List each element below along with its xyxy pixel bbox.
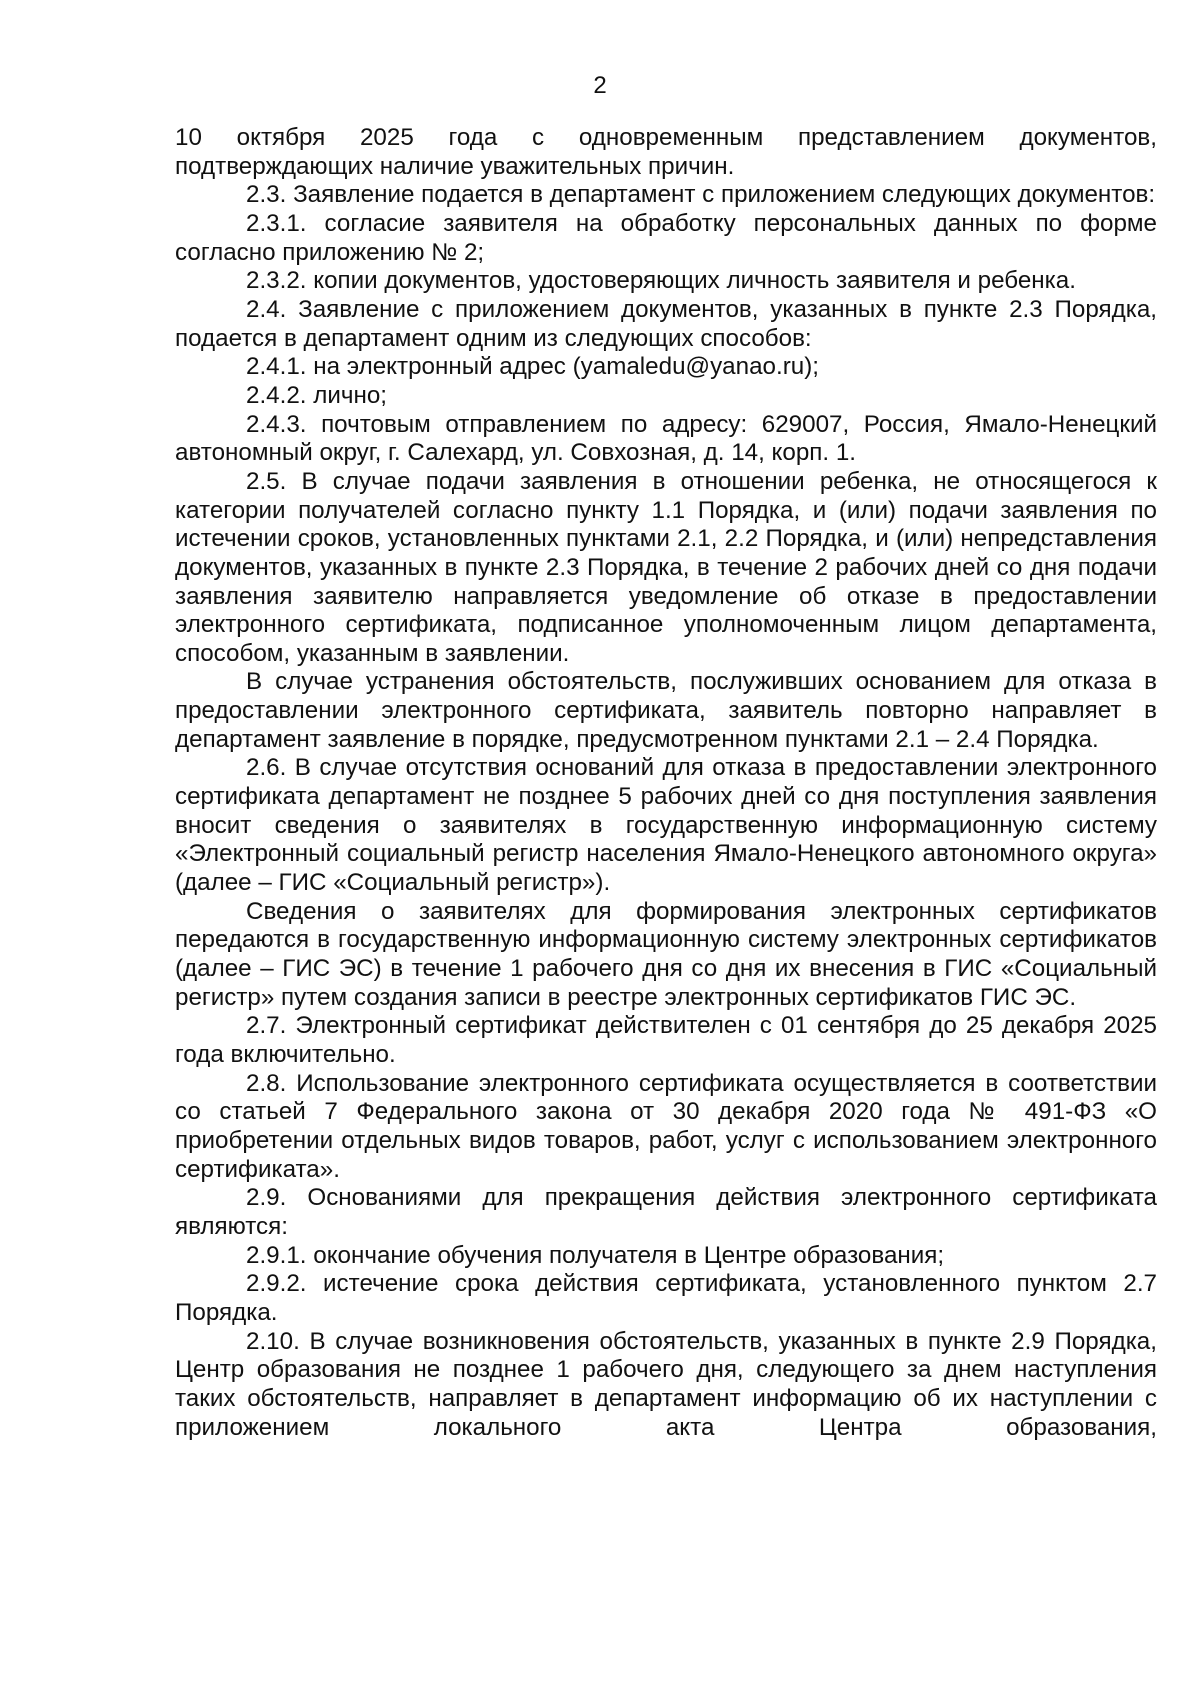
paragraph: 2.10. В случае возникновения обстоятельств, указанных в пункте 2.9 Порядка, Центр образования не позднее 1 рабочего дня, следующего за днем наступления таких обстоятельств, направляет в департамент информацию об их наступлении с приложением локального акта Центра образования, [175,1327,1157,1441]
page-number: 2 [593,72,607,99]
paragraph: 2.9.2. истечение срока действия сертификата, установленного пунктом 2.7 Порядка. [175,1270,1157,1326]
paragraph: 2.8. Использование электронного сертификата осуществляется в соответствии со статьей 7 Федерального закона от 30 декабря 2020 года № 491-ФЗ «О приобретении отдельных видов товаров, работ, услуг с использованием электронного сертификата». [175,1069,1157,1183]
paragraph: 2.5. В случае подачи заявления в отношении ребенка, не относящегося к категории получателей согласно пункту 1.1 Порядка, и (или) подачи заявления по истечении сроков, установленных пунктами 2.1, 2.2 Порядка, и (или) непредставления документов, указанных в пункте 2.3 Порядка, в течение 2 рабочих дней со дня подачи заявления заявителю направляется уведомление об отказе в предоставлении электронного сертификата, подписанное уполномоченным лицом департамента, способом, указанным в заявлении. [175,467,1157,667]
document-body [175,124,1157,1442]
paragraph: Сведения о заявителях для формирования электронных сертификатов передаются в государственную информационную систему электронных сертификатов (далее – ГИС ЭС) в течение 1 рабочего дня со дня их внесения в ГИС «Социальный регистр» путем создания записи в реестре электронных сертификатов ГИС ЭС. [175,897,1157,1011]
paragraph: 2.4.3. почтовым отправлением по адресу: 629007, Россия, Ямало-Ненецкий автономный округ, г. Салехард, ул. Совхозная, д. 14, корп. 1. [175,410,1157,467]
paragraph: 2.9.1. окончание обучения получателя в Центре образования; [246,1241,945,1269]
paragraph: 2.6. В случае отсутствия оснований для отказа в предоставлении электронного сертификата департамент не позднее 5 рабочих дней со дня поступления заявления вносит сведения о заявителях в государственную информационную систему «Электронный социальный регистр населения Ямало-Ненецкого автономного округа» (далее – ГИС «Социальный регистр»). [175,754,1157,897]
paragraph: 2.3.2. копии документов, удостоверяющих личность заявителя и ребенка. [246,267,1076,295]
paragraph: 2.4.2. лично; [246,381,387,409]
paragraph: 2.3. Заявление подается в департамент с приложением следующих документов: [246,181,1156,209]
paragraph: 2.3.1. согласие заявителя на обработку персональных данных по форме согласно приложению № 2; [175,209,1157,266]
paragraph: 2.4. Заявление с приложением документов, указанных в пункте 2.3 Порядка, подается в департамент одним из следующих способов: [175,295,1157,352]
paragraph: В случае устранения обстоятельств, послуживших основанием для отказа в предоставлении электронного сертификата, заявитель повторно направляет в департамент заявление в порядке, предусмотренном пунктами 2.1 – 2.4 Порядка. [175,668,1157,753]
paragraph: 2.7. Электронный сертификат действителен с 01 сентября до 25 декабря 2025 года включительно. [175,1012,1157,1068]
paragraph: 2.9. Основаниями для прекращения действия электронного сертификата являются: [175,1184,1157,1240]
paragraph: 2.4.1. на электронный адрес (yamaledu@yanao.ru); [246,353,819,381]
paragraph: 10 октября 2025 года с одновременным представлением документов, подтверждающих наличие уважительных причин. [175,124,1157,180]
